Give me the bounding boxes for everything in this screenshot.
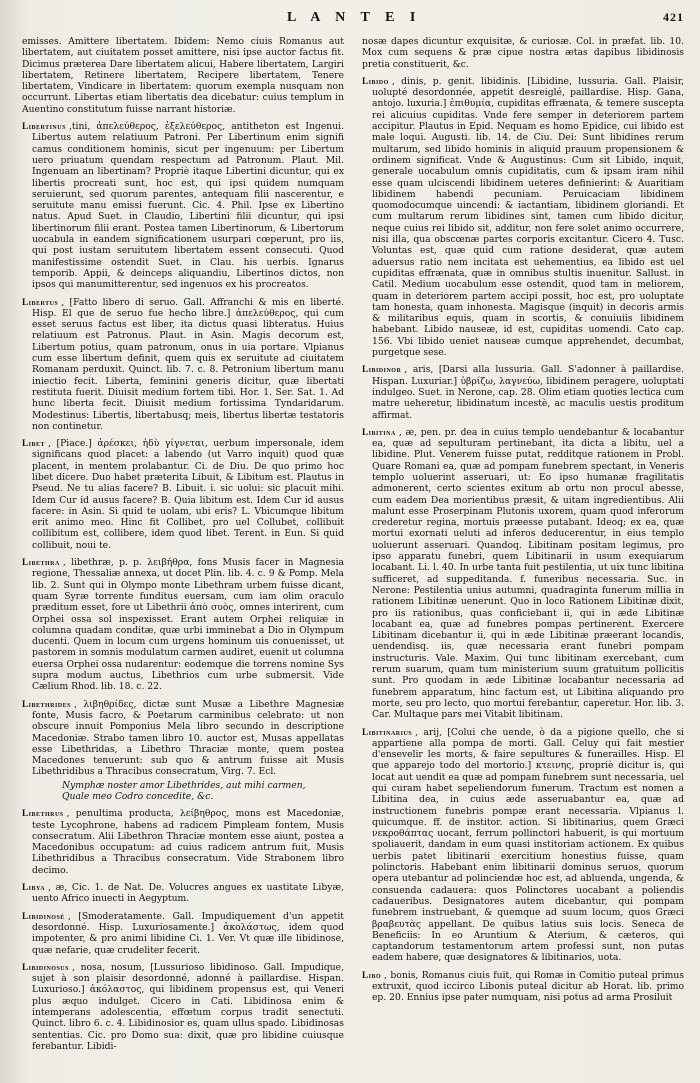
dictionary-entry [22, 962, 344, 1052]
left-column [22, 36, 344, 1076]
entry-headword: Libethrides [22, 698, 71, 709]
entry-text: ,tini, ἀπελεύθερος, ἐξελεύθερος, antitheton est Ingenui. Libertus autem relatiuum Patroni. Per Libertinum enim signifi camus conditionem hominis, sicut per ingenuum: per Libertum uero priuatum quendam respectum ad Patronum. Plaut. Mil. Ingenuam an libertinam? Propriè itaque Libertini dicuntur, qui ex libertis procreati sunt, hoc est, qui ipsi quidem numquam seruierunt, sed quorum parentes, antequam filii nascerentur, e seruitute manu emissi fuerunt. Cic. 4. Phil. Ipse ex Libertino natus. Apud Suet. in Claudio, Libertini filii dicuntur, qui ipsi libertinorum filii erant. Postea tamen Libertinorum, & Libertorum uocabula in eandem significationem usurpari cœperunt, pro iis, qui post iustam seruitutem libertatem essent consecuti. Quod manifestissime ostendit Suet. in Clau. his uerbis. Ignarus temporib. Appii, & deinceps aliquandiu, Libertinos dictos, non ipsos qui manumitterentur, sed ingenuos ex his procreatos. [32, 121, 344, 291]
dictionary-entry [22, 882, 344, 905]
entry-headword: Libidinosè [22, 910, 65, 921]
entry-headword: Libethrus [22, 808, 64, 819]
dictionary-entry [22, 121, 344, 290]
verse-line: Quale meo Codro concedite, &c. [62, 791, 214, 802]
dictionary-entry [22, 438, 344, 551]
entry-text: , æ, pen. pr. dea in cuius templo uendebantur & locabantur ea, quæ ad sepulturam pertinebant, ita dicta a libitu, uel a libidine. Plut. Venerem fuisse putat, redditque rationem in Probl. Quare Romani ea, quæ ad pompam funebrem spectant, in Veneris templo uoluerint asseruari, ut: Eo ipso humanæ fragilitatis admonerent, certo scientes exitum ab ortu non procul abesse, cum eadem Dea morientibus præsit, & uitam ingredientibus. Alii malunt esse Proserpinam Plutonis uxorem, quam quod inferorum crederetur regina, mortuis præesse putabant. Ideoq; ex ea, quæ mortui exornati ueluti ad inferos deducerentur, in eius templo uoluerunt asseruari. Quandoq. Libitinam positam legimus, pro ipso apparatu funebri, quem Libitinarii in usum exequiarum locabant. Li. l. 40. In urbe tanta fuit pestilentia, ut uix tunc libitina sufficeret, ad suppeditanda. f. funeribus necessaria. Suc. in Nerone: Pestilentia unius autumni, quadraginta funerum millia in rationem Libitinæ uenerunt. Quo in loco Rationem Libitinæ dixit, pro iis rationibus, quas conficiebant ii, qui in æde Libitinæ locabant ea, quæ ad funebres pompas pertinerent. Exercere Libitinam dicebantur ii, qui in æde Libitinæ præerant locandis, uendendisq. iis, quæ necessaria erant funebri pompam instructuris. Vale. Maxim. Qui tunc libitinam exercebant, cum rerum suarum, quam tum ministerium suum gratuitum pollicitis sunt. Pro quodam in æde Libitinæ locabantur necessaria ad funebrem apparatum, hinc factum est, ut Libitina aliquando pro morte, seu pro lecto, quo mortui ferebantur, caperetur. Hor. lib. 3. Car. Multaque pars mei Vitabit libitinam. [372, 426, 684, 721]
dictionary-entry [362, 364, 684, 420]
dictionary-entry [22, 36, 344, 115]
entry-headword: Libo [362, 969, 382, 980]
entry-headword: Libidinor [362, 364, 402, 375]
entry-headword: Libertus [22, 296, 59, 307]
entry-text: , nosa, nosum, [Lussurioso libidinoso. Gall. Impudique, sujet à son plaisir desordonné, adonné à paillardise. Hispan. Luxurioso.] ἀκόλαστος, qui libidinem propensus est, qui Veneri plus æquo indulget. Cicero in Cati. Libidinosa enim & intemperans adolescentia, effœtum corpus tradit senectuti. Quinct. libro 6. c. 4. Libidinosior es, quam ullus spado. Libidinosas sententias. Cic. pro Domo sua: dixit, quæ pro libidine cuiusque ferebantur. Libidi- [32, 961, 344, 1052]
entry-headword: Libethra [22, 557, 60, 568]
entry-headword: Libidinosus [22, 961, 69, 972]
entry-text: , dinis, p. genit. libidinis. [Libidine, lussuria. Gall. Plaisir, uolupté desordonnée, appetit desreiglé, paillardise. Hisp. Gana, antojo. luxuria.] ἐπιθυμία, cupiditas effrænata, & temere suscepta rei alicuius cupiditas. Vnde fere semper in deteriorem partem accipitur. Plautus in Epid. Nequam es homo Epidice, cui libido est male loqui. Augusti. lib. 14. de Ciu. Dei: Sunt libidines rerum multarum, sed libido hominis in aliquid prauum propensionem & ordinem significat. Vnde & Augustinus: Cum sit Libido, inquit, generale uocabulum omnis cupiditatis, cum & ipsam iram nihil esse quam ulciscendi libidinem ueteres definierint: & Auaritiam libidinem habendi pecuniam. Peruicaciam libidinem quomodocumque uincendi: & iactantiam, libidinem gloriandi. Et cum multarum rerum libidines sint, tamen cum libido dicitur, neque cuius rei libido sit, additur, non fere solet animo occurrere, nisi illa, qua obscœnæ partes corporis excitantur. Cicero 4. Tusc. Voluntas est, quæ quid cum ratione desiderat, quæ autem aduersus ratio nem incitata est uehementius, ea libido est uel cupiditas effrænata, quæ in omnibus stultis inuenitur. Sallust. in Catil. Medium uocabulum esse ostendit, quod tam in meliorem, quam in deteriorem partem accipi possit, hoc est, pro uoluptate tam honesta, quam inhonesta. Magisque (inquit) in decoris armis & militaribus equis, quam in scortis, & conuiuiis libidinem habebant. Libido nauseæ, id est, cupiditas uomendi. Cato cap. 156. Vbi libido ueniet nauseæ cumque apprehendet, decumbat, purgetque sese. [372, 75, 684, 359]
entry-text: , λιβηθρίδες, dictæ sunt Musæ a Libethre Magnesiæ fonte, Musis facro, & Poetarum carminibus celebrato: ut non obscure innuit Pomponius Mela libro secundo in descriptione Macedoniæ. Strabo tamen libro 10. auctor est, Musas appellatas esse Libethridas, a Libethro Thraciæ monte, quem postea Macedones tenuerunt: sub quo & antrum fuisse ait Musis Libethridibus a Thracibus consecratum, Virg. 7. Ecl. [32, 698, 344, 778]
dictionary-entry [362, 727, 684, 964]
verse-line: Nymphæ noster amor Libethrides, aut mihi carmen, [62, 779, 306, 791]
entry-text: , bonis, Romanus ciuis fuit, qui Romæ in Comitio puteal primus extruxit, quod iccirco Libonis puteal dicitur ab Horat. lib. primo ep. 20. Ennius ipse pater numquam, nisi potus ad arma Prosiluit [372, 969, 684, 1004]
running-head [22, 10, 684, 36]
dictionary-entry [22, 699, 344, 778]
dictionary-entry [362, 76, 684, 358]
dictionary-entry [22, 297, 344, 433]
dictionary-entry [362, 36, 684, 70]
dictionary-entry [22, 911, 344, 956]
entry-headword: Libet [22, 438, 45, 449]
entry-text: , libethræ, p. p. λειβήθρα, fons Musis facer in Magnesia regione, Thessaliæ annexa, ut docet Plin. lib. 4. c. 9 & Pomp. Mela lib. 2. Sunt qui in Olympo monte Libethram urbem fuisse dicant, quam Syræ torrente funditus euersam, cum iam olim oraculo præditum esset, fore ut Libethrii ἀπὸ συὸς, omnes interirent, cum Orphei ossa sol inspexisset. Erant autem Orphei reliquiæ in columna quadam conditæ, quæ urbi imminebat a Dio in Olympum ducenti. Quem in locum cum urgens hominum uis conuenisset, ut pastorem in somnis modulatum carmen audiret, euenit ut columna euersa Orphei ossa nudarentur: eodemque die torrens nomine Sys supra modum auctus, Libethrios cum urbe submersit. Vide Cælium Rhod. lib. 18. c. 22. [32, 557, 344, 693]
dictionary-entry [362, 970, 684, 1004]
entry-text: , penultima producta, λείβηθρος, mons est Macedoniæ, teste Lycophrone, habens ad radicem Pimpleam fontem, Musis consecratum. Alii Libethron Thraciæ montem esse aiunt, postea a Macedonibus occupatum: ad cuius radicem antrum fuit, Musis Libethridibus a Thracibus consecratum. Vide Strabonem libro decimo. [32, 808, 344, 876]
entry-headword: Libya [22, 882, 46, 893]
entry-headword: Libitina [362, 426, 396, 437]
running-title: L A N T E I [287, 10, 422, 25]
entry-text: , æ, Cic. 1. de Nat. De. Volucres angues ex uastitate Libyæ, uento Africo inuecti in Aegyptum. [32, 882, 344, 905]
entry-headword: Libitinarius [362, 726, 413, 737]
text-columns [22, 36, 684, 1076]
entry-headword: Libido [362, 75, 389, 86]
dictionary-entry [22, 557, 344, 693]
entry-text: , [Fatto libero di seruo. Gall. Affranchi & mis en liberté. Hisp. El que de seruo fue hecho libre.] ἀπελεύθερος, qui cum esset seruus factus est liber, ita dictus quasi libteratus. Huius relatiuum est Patronus. Plaut. in Asin. Magis decorum est, Libertum potius, quam patronum, onus in uia portare. Vlpianus cum esse libertum definit, quem quis ex seruitute ad ciuitatem Romanam perduxit. Quinct. lib. 7. c. 8. Petronium libertum manu iniectio fecit. Liberta, feminini generis dicitur, quæ libertati restituta fuerit. Diuisit medium fortem tibi. Hor. 1. Ser. Sat. 1. Ad hunc liberta fecit. Diuisit medium fortissima Tyndaridarum. Modestinus: Libertis, libertabusq; meis, libertus libertæ testatoris non continetur. [32, 296, 344, 432]
entry-text: , aris, [Darsi alla lussuria. Gall. S'adonner à paillardise. Hispan. Luxuriar.] ὑβρίζω, λαγνεύω, libidinem peragere, uoluptati indulgeo. Suet. in Nerone, cap. 28. Olim etiam quoties lectica cum matre ueheretur, libidinatum incestè, ac maculis uestis proditum affirmat. [372, 364, 684, 421]
entry-text: , arij, [Colui che uende, ò da a pigione quello, che si appartiene alla pompa de morti. Gall. Celuy qui fait mestier d'ensevelir les morts, & faire sepultures & funerailles. Hisp. El que apparejo todo del mortorio.] κτεινης, propriè dicitur is, qui locat aut uendit ea quæ ad pompam funebrem sunt necessaria, uel qui curam habet sepeliendorum funerum. Tractum est nomen a Libitina dea, in cuius æde asseruabantur ea, quæ ad instructionem funebris pompæ erant necessaria. Vlpianus l. quicumque. ff. de institor. action. Si libitinarius, quem Græci νεκροθάπτας uocant, ferrum pollinctori habuerit, is qui mortuum spoliauerit, dandam in eum quasi institoriam actionem. Ex quibus uerbis patet libitinarii exercitium honestius fuisse, quam polinctoris. Habebant enim libitinarii dominus seruos, quorum opera utebantur ad polinciendæ hoc est, ad abluenda, ungenda, & consuenda cadauera: quos Polinctores uocabant a poliendis cadaueribus. Designatores autem dicebantur, qui pompam funebrem instruebant, & quemque ad suum locum, quos Græci βραβευτὰς appellant. De quibus latius suis locis. Seneca de Beneficiis: In eo Aruntium & Aterium, & cæteros, qui captandorum testamentorum artem professi sunt, non putas eadem habere, quæ designatores & libitinarios, uota. [372, 726, 684, 964]
entry-text: emisses. Amittere libertatem. Ibidem: Nemo ciuis Romanus aut libertatem, aut ciuitatem posset amittere, nisi ipse auctor factus fit. Dicimus præterea Dare libertatem alicui, Habere libertatem, Largiri libertatem, Retinere libertatem, Recipere libertatem, Tenere libertatem, Vindicare in libertatem: quorum exempla nusquam non occurrunt. Libertas etiam libertatis dea dicebatur: cuius templum in Auentino constitutum fuisse narrant historiæ. [22, 36, 344, 115]
entry-text: nosæ dapes dicuntur exquisitæ, & curiosæ. Col. in præfat. lib. 10. Mox cum sequens & præ cipue nostra ætas dapibus libidinosis pretia constituerit, &c. [362, 36, 684, 70]
right-column [362, 36, 684, 1076]
entry-headword: Libertinus [22, 121, 66, 132]
entry-text: , [Smoderatamente. Gall. Impudiquement d'un appetit desordonné. Hisp. Luxuriosamente.] ἀκολάστως, idem quod impotenter, & pro animi libidine Ci. 1. Ver. Vt quæ ille libidinose, quæ nefarie, quæ crudeliter fecerit. [32, 910, 344, 956]
page-number: 421 [663, 10, 684, 24]
dictionary-entry [22, 808, 344, 876]
verse-quotation [22, 780, 344, 803]
entry-text: , [Piace.] ἀρέσκει, ἡδὺ γίγνεται, uerbum impersonale, idem significans quod placet: a labendo (ut Varro inquit) quod quæ placent, in mentem prolabantur. Ci. de Diu. De quo primo hoc libet dicere. Duo habet præterita Libuit, & Libitum est. Plautus in Pseud. Ne tu alias facere? B. Libuit. i. sic uolui: sic placuit mihi. Idem Cur id ausus facere? B. Quia libitum est. Idem Cur id ausus facere: in Asin. Si quid te uolam, ubi eris? L. Vbicumque libitum erit animo meo. Hinc fit Collibet, pro uel Collubet, collibuit collibitum est, collibere, idem quod libet. Terent. in Eun. Si quid collibuit, noui te. [32, 438, 344, 551]
dictionary-entry [362, 427, 684, 721]
